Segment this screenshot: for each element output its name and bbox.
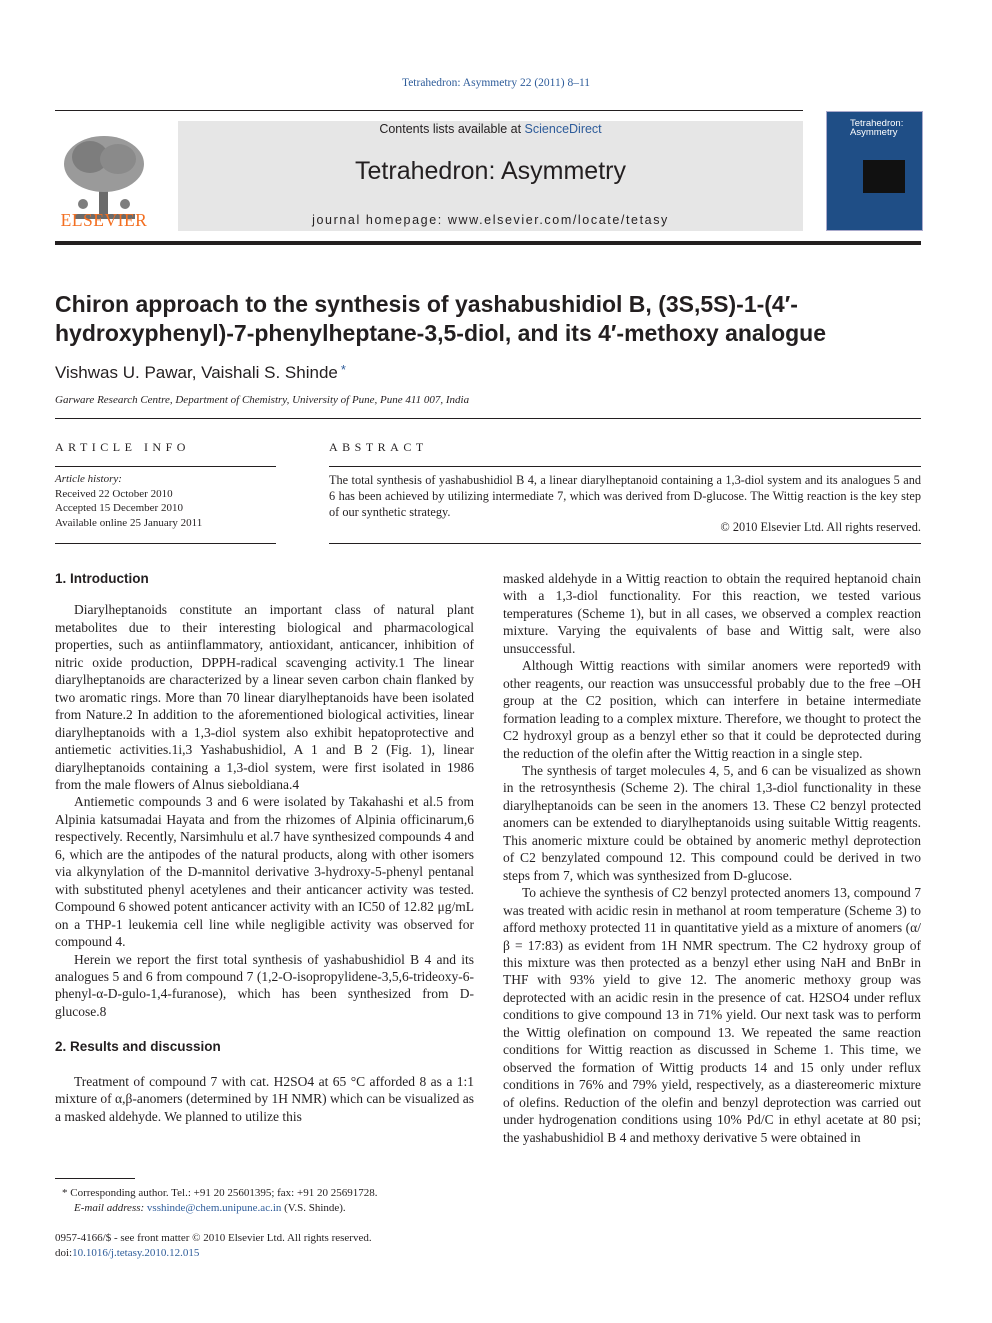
author-names: Vishwas U. Pawar, Vaishali S. Shinde bbox=[55, 363, 338, 382]
front-matter bbox=[55, 1231, 475, 1260]
cover-graphic bbox=[863, 160, 905, 193]
received-date: Received 22 October 2010 bbox=[55, 487, 173, 500]
results-paragraph-2: masked aldehyde in a Wittig reaction to obtain the required heptanoid chain with a 1,3-diol functionality. For this reaction, we tested various temperatures (Scheme 1), but in all cases, we observed a complex reaction mixture. Varying the equivalents of base and Wittig salt, were also unsuccessful. bbox=[503, 571, 921, 656]
accepted-date: Accepted 15 December 2010 bbox=[55, 502, 183, 514]
corresponding-author-note: * Corresponding author. Tel.: +91 20 25601395; fax: +91 20 25691728. bbox=[62, 1187, 378, 1199]
corresponding-author-mark[interactable]: * bbox=[340, 362, 346, 377]
author-email-link[interactable]: vsshinde@chem.unipune.ac.in bbox=[146, 1201, 282, 1214]
abstract-text: The total synthesis of yashabushidiol B 4, a linear diarylheptanoid containing a 1,3-diol system and its analogues 5 and 6 has been achieved by utilizing intermediate 7, which was derived from D-glucose. The Wittig reaction is the key step of our synthetic strategy. bbox=[329, 473, 921, 519]
email-label: E-mail address: bbox=[74, 1201, 147, 1214]
journal-homepage-link[interactable]: journal homepage: www.elsevier.com/locate/tetasy bbox=[312, 213, 669, 227]
header-rule bbox=[55, 241, 921, 245]
abstract-heading: ABSTRACT bbox=[329, 440, 428, 454]
top-rule bbox=[55, 110, 803, 111]
email-suffix: (V.S. Shinde). bbox=[281, 1201, 346, 1214]
publisher-wordmark: ELSEVIER bbox=[60, 210, 148, 230]
info-rule-bottom bbox=[55, 543, 276, 544]
article-title: Chiron approach to the synthesis of yashabushidiol B, (3S,5S)-1-(4′-hydroxyphenyl)-7-phenylheptane-3,5-diol, and its 4′-methoxy analogue bbox=[55, 291, 827, 346]
cover-title: Tetrahedron: Asymmetry bbox=[850, 118, 904, 138]
results-paragraph-5: To achieve the synthesis of C2 benzyl protected anomers 13, compound 7 was treated with acidic resin in methanol at room temperature (Scheme 3) to afford methoxy protected 11 in quantitative yield as a mixture of anomers (α/β = 17:83) as evident from 1H NMR spectrum. The C2 hydroxy group of this mixture was then protected as a benzyl ether using NaH and BnBr in THF with 93% yield to give 12. The anomeric methoxy group was deprotected with an acidic resin in the presence of cat. H2SO4 under reflux conditions to give compound 13 in 71% yield. Our next task was to perform the Wittig olefination on compound 13. We repeated the same reaction conditions for Wittig reaction as discussed in Scheme 1. This time, we observed the formation of Wittig products 14 and 15 only under reflux conditions in 76% and 79% yield, respectively, as a diastereomeric mixture of olefins. Reduction of the olefin and benzyl deprotection was carried out under hydrogenation conditions using 10% Pd/C in ethyl acetate at 80 psi; the yashabushidiol B 4 and methoxy derivative 5 were obtained in bbox=[503, 885, 921, 1145]
sciencedirect-link[interactable]: ScienceDirect bbox=[524, 122, 602, 136]
history-label: Article history: bbox=[55, 473, 122, 485]
body-column-left bbox=[55, 570, 474, 1125]
contents-line bbox=[178, 121, 803, 137]
section-heading-introduction: 1. Introduction bbox=[55, 571, 149, 586]
corresponding-footnote bbox=[62, 1186, 474, 1215]
results-paragraph-3: Although Wittig reactions with similar anomers were reported9 with other reagents, our reaction was unsuccessful probably due to the free –OH group at the C2 position, which can interfere in betaine intermediate formation leading to a complex mixture. Therefore, we thought to protect the C2 hydroxyl group as a benzyl ether so that it could be deprotected during the reduction of the olefin after the Wittig reaction in a single step. bbox=[503, 658, 921, 761]
authors bbox=[55, 362, 346, 383]
abstract-rule-bottom bbox=[329, 543, 921, 544]
article-history bbox=[55, 472, 276, 530]
info-rule-top bbox=[55, 466, 276, 467]
journal-reference[interactable]: Tetrahedron: Asymmetry 22 (2011) 8–11 bbox=[401, 77, 591, 89]
footnote-rule bbox=[55, 1178, 135, 1179]
intro-paragraph-2: Antiemetic compounds 3 and 6 were isolated by Takahashi et al.5 from Alpinia katsumadai Hayata and from the rhizomes of Alpinia officinarum,6 respectively. Recently, Narsimhulu et al.7 have synthesized compounds 4 and 6, which are the antipodes of the natural products, along with other isomers via alkynylation of the D-mannitol derivative 3-hydroxy-5-phenyl pentanal with substituted phenyl acetylenes and their anticancer activity was tested. Compound 6 showed potent anticancer activity with an IC50 of 12.82 μg/mL on a THP-1 leukemia cell line while negligible activity was observed for compound 4. bbox=[55, 794, 474, 950]
results-paragraph-4: The synthesis of target molecules 4, 5, and 6 can be visualized as shown in the retrosynthesis (Scheme 2). The chiral 1,3-diol functionality in these diarylheptanoids can be seen in the anomers 13. These C2 benzyl protected anomers can be extended to diarylheptanoids using suitable Wittig reagents. This anomeric mixture could be obtained by anomeric methyl deprotection of C2 benzylated compound 12. This compound could be derived in two steps from 7, which was synthesized from D-glucose. bbox=[503, 762, 921, 883]
doi-link[interactable]: 10.1016/j.tetasy.2010.12.015 bbox=[72, 1246, 200, 1259]
intro-paragraph-1: Diarylheptanoids constitute an important class of natural plant metabolites due to their interesting biological and pharmacological properties, such as antiinflammatory, antioxidant, anticancer, inhibition of nitric oxide production, DPPH-radical scavenging activity.1 The linear diarylheptanoids are characterized by a linear seven carbon chain flanked by two aromatic rings. More than 70 linear diarylheptanoids have been isolated from Nature.2 In addition to the aforementioned biological activities, linear diarylheptanoids with a 1,3-diol system also exhibit hepatoprotective and antiemetic activities.1i,3 Yashabushidiol, A 1 and B 2 (Fig. 1), linear diarylheptanoids containing a 1,3-diol system, were first isolated in 1986 from the male flowers of Alnus sieboldiana.4 bbox=[55, 602, 474, 792]
front-matter-note: 0957-4166/$ - see front matter © 2010 Elsevier Ltd. All rights reserved. bbox=[55, 1232, 372, 1244]
online-date: Available online 25 January 2011 bbox=[55, 516, 203, 529]
abstract-copyright: © 2010 Elsevier Ltd. All rights reserved. bbox=[720, 520, 921, 534]
body-column-right bbox=[503, 570, 921, 1146]
abstract-rule-top bbox=[329, 466, 921, 467]
affiliation: Garware Research Centre, Department of Chemistry, University of Pune, Pune 411 007, India bbox=[55, 394, 470, 406]
doi-prefix: doi: bbox=[55, 1246, 73, 1259]
results-paragraph-1: Treatment of compound 7 with cat. H2SO4 at 65 °C afforded 8 as a 1:1 mixture of α,β-anomers (determined by 1H NMR) which can be visualized as a masked aldehyde. We planned to utilize this bbox=[55, 1073, 474, 1124]
title-rule bbox=[55, 418, 921, 419]
contents-prefix: Contents lists available at bbox=[379, 122, 525, 136]
section-heading-results: 2. Results and discussion bbox=[55, 1039, 221, 1055]
article-info-heading: ARTICLE INFO bbox=[55, 440, 190, 454]
journal-title[interactable]: Tetrahedron: Asymmetry bbox=[355, 157, 626, 185]
intro-paragraph-3: Herein we report the first total synthesis of yashabushidiol B 4 and its analogues 5 and 6 from compound 7 (1,2-O-isopropylidene-3,5,6-trideoxy-6-phenyl-α-D-gulo-1,4-furanose), which has been synthesized from D-glucose.8 bbox=[55, 951, 474, 1019]
